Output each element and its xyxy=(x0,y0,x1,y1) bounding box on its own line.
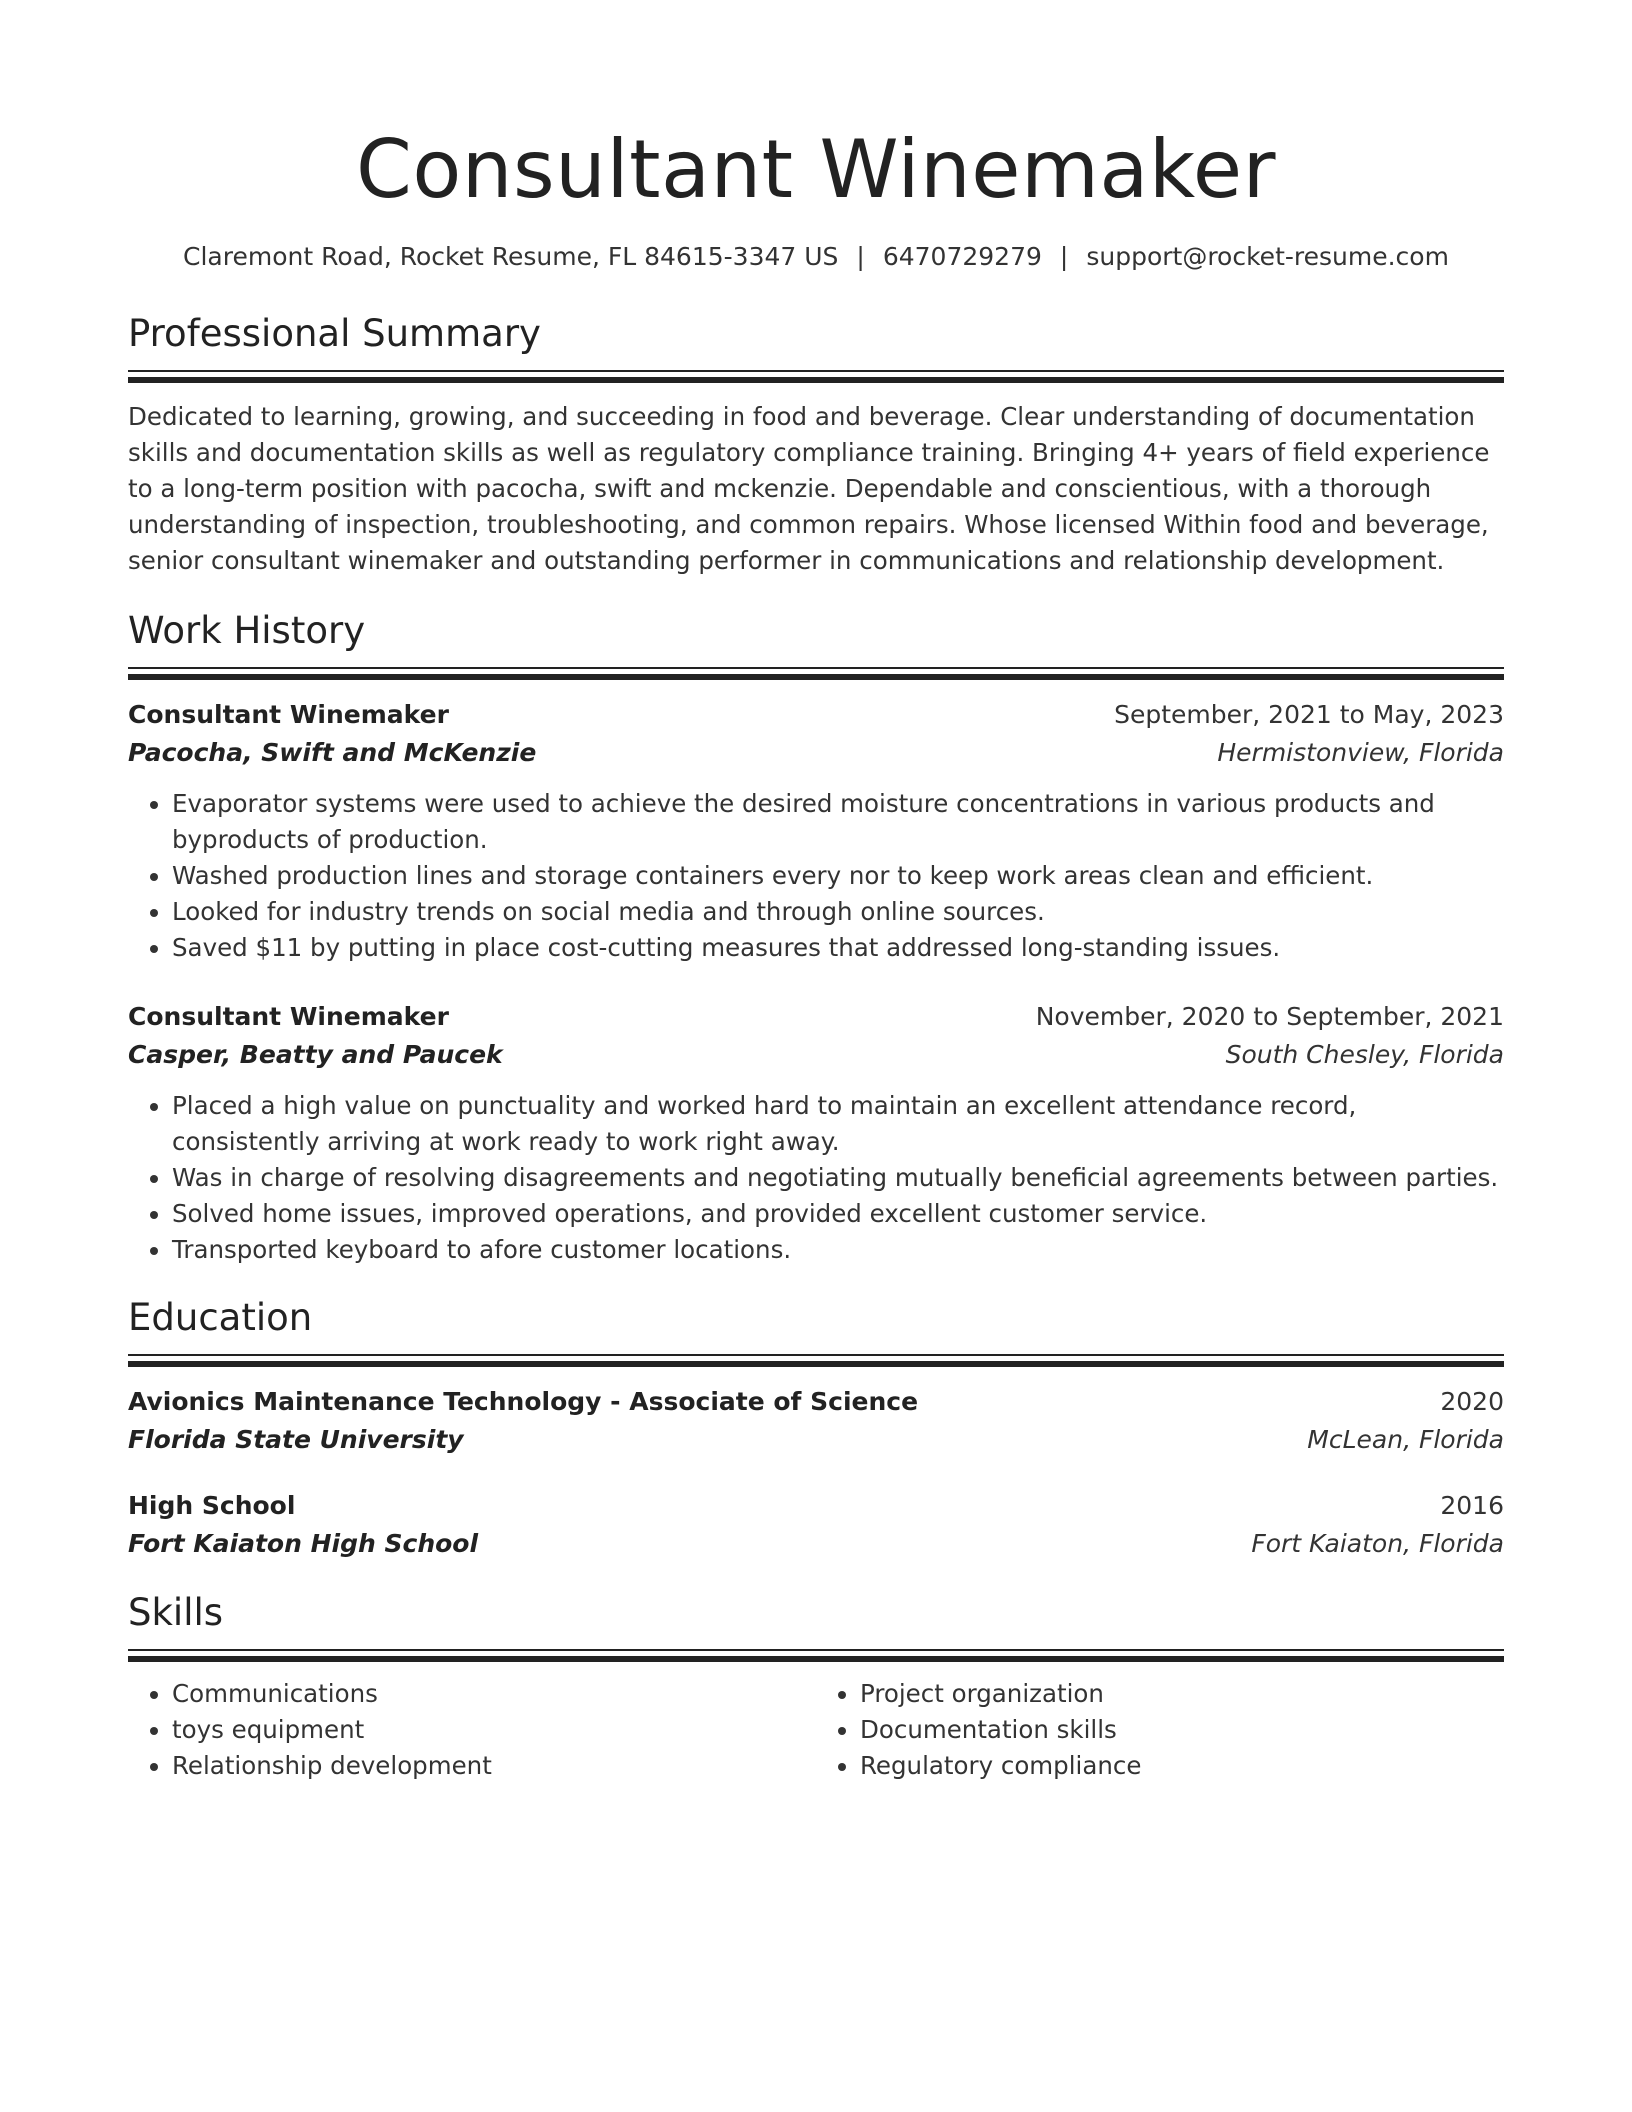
contact-separator: | xyxy=(856,242,865,271)
section-divider xyxy=(128,370,1504,383)
education-degree: Avionics Maintenance Technology - Associate of Science xyxy=(128,1387,919,1416)
education-location: McLean, Florida xyxy=(1307,1425,1504,1454)
skill-item: • Communications xyxy=(172,1676,816,1712)
job-location: Hermistonview, Florida xyxy=(1217,738,1504,767)
job-bullet: • Saved $11 by putting in place cost-cutting measures that addressed long-standing issues. xyxy=(172,930,1504,966)
contact-address: Claremont Road, Rocket Resume, FL 84615-3347 US xyxy=(183,242,839,271)
skills-title: Skills xyxy=(128,1591,224,1634)
contact-phone: 6470729279 xyxy=(882,242,1042,271)
summary-text: Dedicated to learning, growing, and succeeding in food and beverage. Clear understanding of documentation skills and documentation skills as well as regulatory compliance training. Bringing 4+ years of field experience to a long-term position with pacocha, swift and mckenzie. Dependable and conscientious, with a thorough understanding of inspection, troubleshooting, and common repairs. Whose licensed Within food and beverage, senior consultant winemaker and outstanding performer in communications and relationship development. xyxy=(128,402,1490,575)
job-bullet: • Evaporator systems were used to achieve the desired moisture concentrations in various products and byproducts of production. xyxy=(172,786,1504,858)
skills-list-right xyxy=(816,1676,1504,1784)
candidate-name: Consultant Winemaker xyxy=(355,123,1277,216)
job-entry xyxy=(128,998,1504,1268)
job-company: Casper, Beatty and Paucek xyxy=(128,1040,503,1069)
education-school: Florida State University xyxy=(128,1425,464,1454)
section-divider xyxy=(128,667,1504,680)
contact-email: support@rocket-resume.com xyxy=(1086,242,1449,271)
education-year: 2020 xyxy=(1440,1387,1504,1416)
job-role: Consultant Winemaker xyxy=(128,700,449,729)
skills-section xyxy=(128,1589,1504,1784)
education-year: 2016 xyxy=(1440,1491,1504,1520)
job-company: Pacocha, Swift and McKenzie xyxy=(128,738,537,767)
skill-item: • Relationship development xyxy=(172,1748,816,1784)
job-bullet: • Placed a high value on punctuality and worked hard to maintain an excellent attendance record, consistently arriving at work ready to work right away. xyxy=(172,1088,1504,1160)
job-bullet: • Transported keyboard to afore customer locations. xyxy=(172,1232,1504,1268)
education-school: Fort Kaiaton High School xyxy=(128,1529,479,1558)
job-bullets xyxy=(128,786,1504,966)
job-entry xyxy=(128,696,1504,966)
work-history-section xyxy=(128,607,1504,1268)
section-divider xyxy=(128,1649,1504,1662)
education-title: Education xyxy=(128,1296,313,1339)
resume-header xyxy=(128,0,1504,274)
skills-list-left xyxy=(128,1676,816,1784)
job-role: Consultant Winemaker xyxy=(128,1002,449,1031)
section-divider xyxy=(128,1354,1504,1367)
education-location: Fort Kaiaton, Florida xyxy=(1251,1529,1504,1558)
job-dates: September, 2021 to May, 2023 xyxy=(1114,700,1504,729)
skill-item: • Project organization xyxy=(860,1676,1504,1712)
contact-separator: | xyxy=(1059,242,1069,271)
education-entry xyxy=(128,1383,1504,1459)
job-bullet: • Was in charge of resolving disagreements and negotiating mutually beneficial agreements between parties. xyxy=(172,1160,1504,1196)
summary-title: Professional Summary xyxy=(128,312,541,355)
job-location: South Chesley, Florida xyxy=(1225,1040,1504,1069)
education-section xyxy=(128,1294,1504,1563)
job-bullet: • Solved home issues, improved operations, and provided excellent customer service. xyxy=(172,1196,1504,1232)
skill-item: • toys equipment xyxy=(172,1712,816,1748)
skills-columns xyxy=(128,1676,1504,1784)
skill-item: • Regulatory compliance xyxy=(860,1748,1504,1784)
summary-section xyxy=(128,310,1504,579)
skill-item: • Documentation skills xyxy=(860,1712,1504,1748)
contact-line xyxy=(128,240,1504,274)
education-entry xyxy=(128,1487,1504,1563)
job-dates: November, 2020 to September, 2021 xyxy=(1035,1002,1504,1031)
job-bullet: • Looked for industry trends on social media and through online sources. xyxy=(172,894,1504,930)
job-bullet: • Washed production lines and storage containers every nor to keep work areas clean and efficient. xyxy=(172,858,1504,894)
education-degree: High School xyxy=(128,1491,296,1520)
work-history-title: Work History xyxy=(128,609,366,652)
job-bullets xyxy=(128,1088,1504,1268)
